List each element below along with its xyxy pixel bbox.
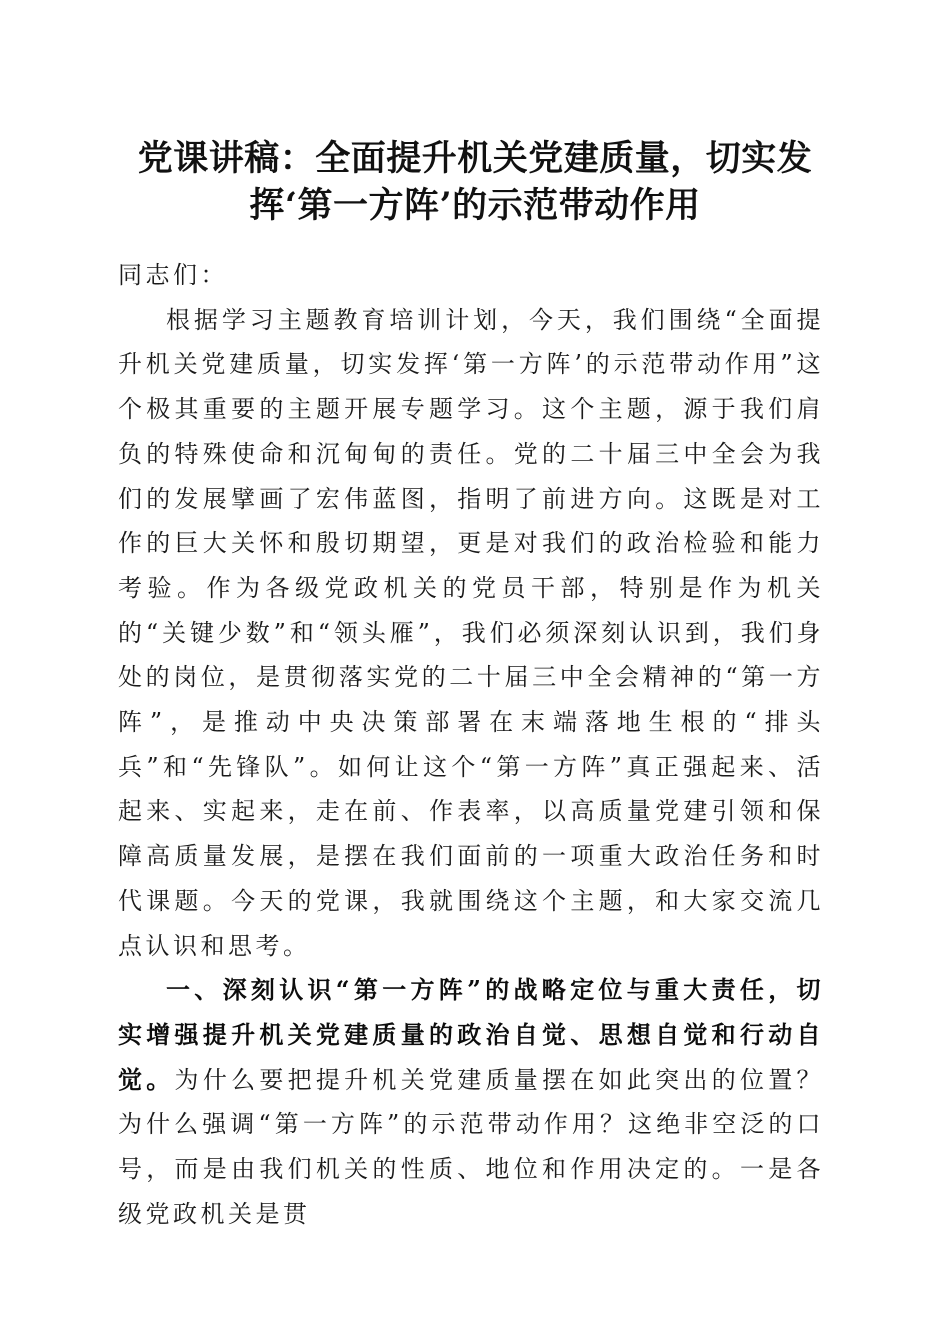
intro-paragraph: 根据学习主题教育培训计划，今天，我们围绕“全面提升机关党建质量，切实发挥‘第一方阵’的示范带动作用”这个极其重要的主题开展专题学习。这个主题，源于我们肩负的特殊使命和沉甸甸的责任。党的二十届三中全会为我们的发展擘画了宏伟蓝图，指明了前进方向。这既是对工作的巨大关怀和殷切期望，更是对我们的政治检验和能力考验。作为各级党政机关的党员干部，特别是作为机关的“关键少数”和“领头雁”，我们必须深刻认识到，我们身处的岗位，是贯彻落实党的二十届三中全会精神的“第一方阵”，是推动中央决策部署在末端落地生根的“排头兵”和“先锋队”。如何让这个“第一方阵”真正强起来、活起来、实起来，走在前、作表率，以高质量党建引领和保障高质量发展，是摆在我们面前的一项重大政治任务和时代课题。今天的党课，我就围绕这个主题，和大家交流几点认识和思考。 <box>118 305 824 960</box>
salutation: 同志们： <box>118 261 228 289</box>
section-1-heading: 一、深刻认识“第一方阵”的战略定位与重大责任，切实增强提升机关党建质量的政治自觉、思想自觉和行动自觉。 <box>118 975 824 1094</box>
section-1-paragraph <box>118 968 824 1236</box>
document-body <box>118 253 824 1236</box>
section-1-text: 为什么要把提升机关党建质量摆在如此突出的位置？为什么强调“第一方阵”的示范带动作用？这绝非空泛的口号，而是由我们机关的性质、地位和作用决定的。一是各级党政机关是贯 <box>118 1065 825 1228</box>
document-title: 党课讲稿：全面提升机关党建质量，切实发挥‘第一方阵’的示范带动作用 <box>137 138 813 226</box>
